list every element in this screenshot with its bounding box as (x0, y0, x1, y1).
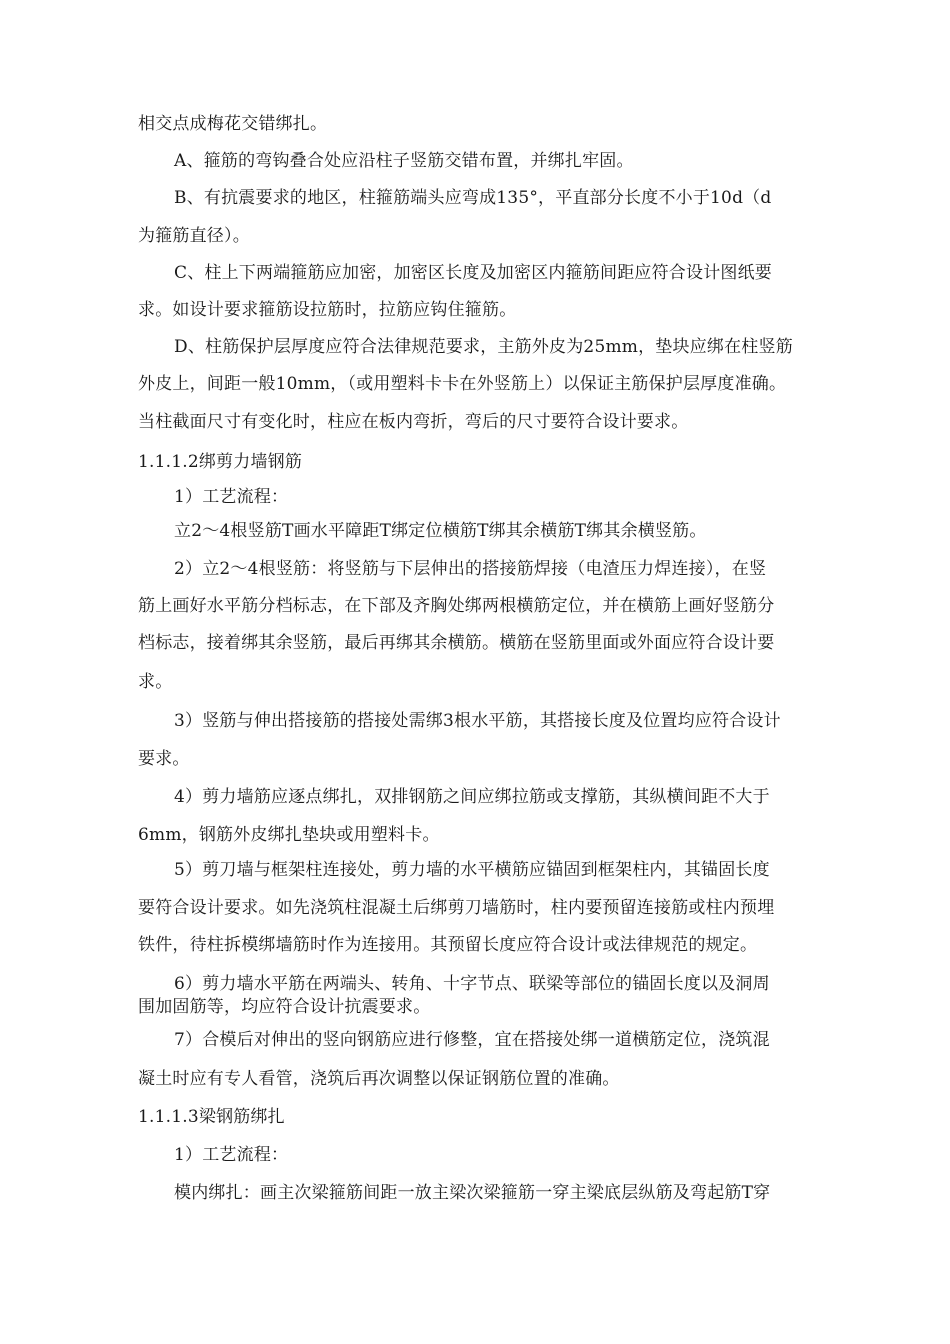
text-line: 围加固筋等，均应符合设计抗震要求。 (138, 997, 431, 1017)
text-line: 2）立2〜4根竖筋：将竖筋与下层伸出的搭接筋焊接（电渣压力焊连接），在竖 (174, 559, 767, 579)
text-line: 1）工艺流程： (174, 487, 289, 507)
text-line: 筋上画好水平筋分档标志，在下部及齐胸处绑两根横筋定位，并在横筋上画好竖筋分 (138, 596, 775, 616)
text-line: 铁件，待柱拆模绑墙筋时作为连接用。其预留长度应符合设计或法律规范的规定。 (138, 935, 758, 955)
text-line: A、箍筋的弯钩叠合处应沿柱子竖筋交错布置，并绑扎牢固。 (174, 151, 634, 171)
text-line: B、有抗震要求的地区，柱箍筋端头应弯成135°，平直部分长度不小于10d（d (174, 188, 772, 208)
text-line: 要符合设计要求。如先浇筑柱混凝土后绑剪刀墙筋时，柱内要预留连接筋或柱内预埋 (138, 898, 775, 918)
section-heading: 1.1.1.2绑剪力墙钢筋 (138, 452, 303, 472)
text-line: 求。如设计要求箍筋设拉筋时，拉筋应钩住箍筋。 (138, 300, 517, 320)
text-line: 要求。 (138, 749, 190, 769)
text-line: C、柱上下两端箍筋应加密，加密区长度及加密区内箍筋间距应符合设计图纸要 (174, 263, 773, 283)
section-heading: 1.1.1.3梁钢筋绑扎 (138, 1107, 285, 1127)
text-line: 求。 (138, 672, 173, 692)
text-line: 模内绑扎：画主次梁箍筋间距一放主梁次梁箍筋一穿主梁底层纵筋及弯起筋T穿 (174, 1183, 771, 1203)
text-line: D、柱筋保护层厚度应符合法律规范要求，主筋外皮为25mm，垫块应绑在柱竖筋 (174, 337, 793, 357)
text-line: 6mm，钢筋外皮绑扎垫块或用塑料卡。 (138, 825, 440, 845)
text-line: 当柱截面尺寸有变化时，柱应在板内弯折，弯后的尺寸要符合设计要求。 (138, 412, 689, 432)
text-line: 1）工艺流程： (174, 1145, 289, 1165)
text-line: 为箍筋直径）。 (138, 226, 250, 246)
text-line: 立2〜4根竖筋T画水平障距T绑定位横筋T绑其余横筋T绑其余横竖筋。 (174, 521, 707, 541)
text-line: 档标志，接着绑其余竖筋，最后再绑其余横筋。横筋在竖筋里面或外面应符合设计要 (138, 633, 775, 653)
text-line: 相交点成梅花交错绑扎。 (138, 114, 328, 134)
text-line: 5）剪刀墙与框架柱连接处，剪力墙的水平横筋应锚固到框架柱内，其锚固长度 (174, 860, 770, 880)
text-line: 3）竖筋与伸出搭接筋的搭接处需绑3根水平筋，其搭接长度及位置均应符合设计 (174, 711, 781, 731)
text-line: 凝土时应有专人看管，浇筑后再次调整以保证钢筋位置的准确。 (138, 1069, 620, 1089)
text-line: 7）合模后对伸出的竖向钢筋应进行修整，宜在搭接处绑一道横筋定位，浇筑混 (174, 1030, 770, 1050)
text-line: 外皮上，间距一般10mm，（或用塑料卡卡在外竖筋上）以保证主筋保护层厚度准确。 (138, 374, 787, 394)
text-line: 4）剪力墙筋应逐点绑扎，双排钢筋之间应绑拉筋或支撑筋，其纵横间距不大于 (174, 787, 770, 807)
text-line: 6）剪力墙水平筋在两端头、转角、十字节点、联梁等部位的锚固长度以及洞周 (174, 974, 770, 994)
